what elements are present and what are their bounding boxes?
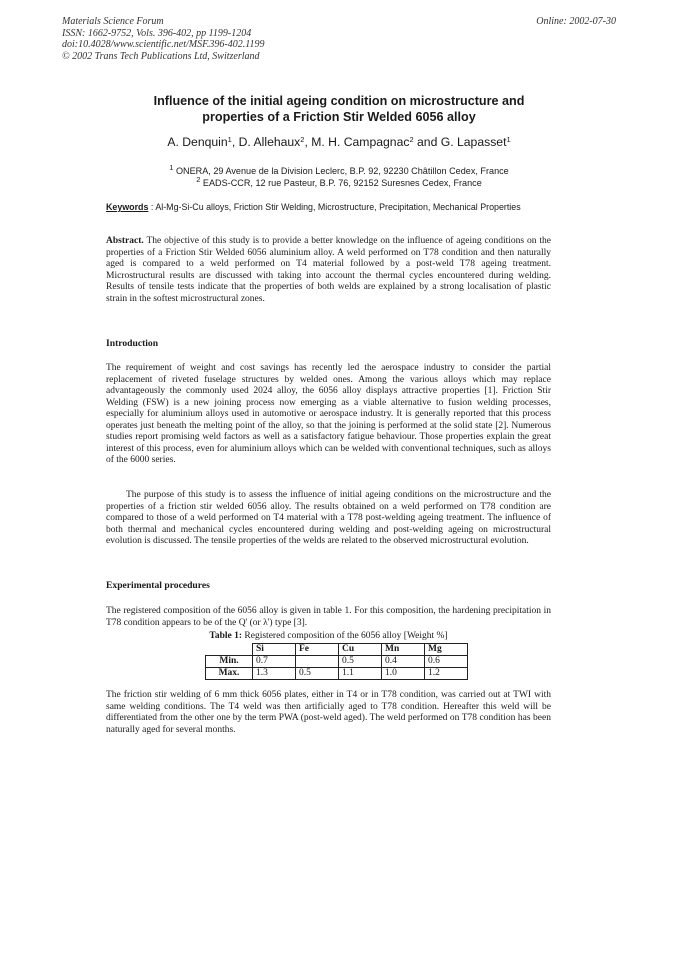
table-corner-cell [206,644,253,656]
table-row [206,656,468,668]
journal-info [62,16,265,62]
author-name: M. H. Campagnac [311,135,410,149]
abstract-label: Abstract. [106,236,144,246]
online-date: Online: 2002-07-30 [536,16,616,27]
introduction-paragraph-1: The requirement of weight and cost savings has recently led the aerospace industry to consider the partial replacement of riveted fuselage structures by welded ones. Among the various alloys which may replace advantageously the commonly used 2024 alloy, the 6056 alloy displays attractive properties [1]. Friction Stir Welding (FSW) is a new joining process now emerging as a viable alternative to fusion welding processes, especially for aluminium alloys used in automotive or aerospace industry. It is generally reported that this process operates just beneath the melting point of the alloy, so that the joining is performed at the solid state [2]. Numerous studies report promising weld factors as well as a satisfactory fatigue behaviour. Those properties explain the great interest of this process, even for aluminium alloys which can be welded with conventional techniques, such as alloys of the 6000 series. [106,363,551,465]
table-cell: 0.5 [339,656,382,668]
abstract [106,236,551,305]
copyright: © 2002 Trans Tech Publications Ltd, Switzerland [62,50,260,62]
author-sup: 2 [409,135,414,144]
table-cell: 0.7 [253,656,296,668]
affiliation-sup: 2 [196,175,201,184]
table-caption-text: Registered composition of the 6056 alloy [Weight %] [244,631,448,641]
table-header-cell: Fe [296,644,339,656]
author-sup: 1 [506,135,511,144]
abstract-text: The objective of this study is to provide a better knowledge on the influence of ageing conditions on the properties of a Friction Stir Welded 6056 aluminium alloy. A weld performed on T78 condition and then naturally aged is compared to a weld performed on T4 material followed by a post-weld T78 ageing treatment. Microstructural results are discussed with taking into account the thermal cycles encountered during welding. Results of tensile tests indicate that the properties of both welds are explained by a strong localisation of plastic strain in the softest microstructural zones. [106,236,551,304]
introduction-paragraph-2: The purpose of this study is to assess the influence of initial ageing conditions on the microstructure and the properties of a friction stir welded 6056 alloy. The results obtained on a weld performed on T78 condition are compared to those of a weld performed on T4 material with a T78 post-welding ageing treatment. The influence of both thermal and mechanical cycles encountered during welding and post-welding ageing on microstructural evolution is discussed. The tensile properties of the welds are related to the observed microstructural evolution. [106,490,551,546]
author-sup: 2 [300,135,305,144]
table-cell: 0.4 [382,656,425,668]
author-name: D. Allehaux [238,135,301,149]
paper-title [106,94,572,125]
author-sup: 1 [227,135,232,144]
table-row-label: Min. [206,656,253,668]
table-cell: 1.0 [382,668,425,680]
experimental-paragraph-1: The registered composition of the 6056 alloy is given in table 1. For this composition, the hardening precipitation in T78 condition appears to be of the Q' (or λ') type [3]. [106,606,551,628]
composition-table [205,643,468,680]
table-row [206,668,468,680]
affiliation-text: ONERA, 29 Avenue de la Division Leclerc, B.P. 92, 92230 Châtillon Cedex, France [175,166,509,176]
table-header-cell: Si [253,644,296,656]
issn: ISSN: 1662-9752, Vols. 396-402, pp 1199-1204 [62,27,252,39]
table-header-cell: Mg [425,644,468,656]
introduction-heading: Introduction [106,338,159,349]
title-line-1: Influence of the initial ageing condition on microstructure and [153,94,525,108]
table-cell: 1.3 [253,668,296,680]
keywords [106,202,551,214]
experimental-paragraph-2: The friction stir welding of 6 mm thick 6056 plates, either in T4 or in T78 condition, was carried out at TWI with same welding conditions. The T4 weld was then artificially aged to T78 condition. Hereafter this weld will be differentiated from the other one by the term PWA (post-weld aged). The weld performed on T78 condition has been naturally aged for several months. [106,690,551,735]
keywords-text: : Al-Mg-Si-Cu alloys, Friction Stir Welding, Microstructure, Precipitation, Mechanical Properties [150,202,521,212]
keywords-label: Keywords [106,202,149,212]
table-cell: 1.1 [339,668,382,680]
table-header-cell: Mn [382,644,425,656]
journal-name: Materials Science Forum [62,16,164,27]
table-cell: 0.6 [425,656,468,668]
title-line-2: properties of a Friction Stir Welded 6056 alloy [202,109,476,124]
table-cell: 0.5 [296,668,339,680]
table-cell [296,656,339,668]
experimental-heading: Experimental procedures [106,580,210,591]
table-header-cell: Cu [339,644,382,656]
table-row-label: Max. [206,668,253,680]
author-list: A. Denquin$^1$, D. Allehaux$^2$, M. H. Campagnac$^2$ and G. Lapasset$^1$ [167,135,511,149]
table-header-row [206,644,468,656]
author-name: G. Lapasset [440,135,507,149]
table-caption-label: Table 1: [209,631,243,641]
author-name: A. Denquin [167,135,228,149]
affiliation-sup: 1 [169,163,174,172]
table-cell: 1.2 [425,668,468,680]
doi: doi:10.4028/www.scientific.net/MSF.396-402.1199 [62,39,265,50]
table-caption [106,631,551,641]
affiliation-2 [106,175,572,188]
affiliation-1 [106,163,572,176]
affiliation-text: EADS-CCR, 12 rue Pasteur, B.P. 76, 92152 Suresnes Cedex, France [202,178,482,188]
